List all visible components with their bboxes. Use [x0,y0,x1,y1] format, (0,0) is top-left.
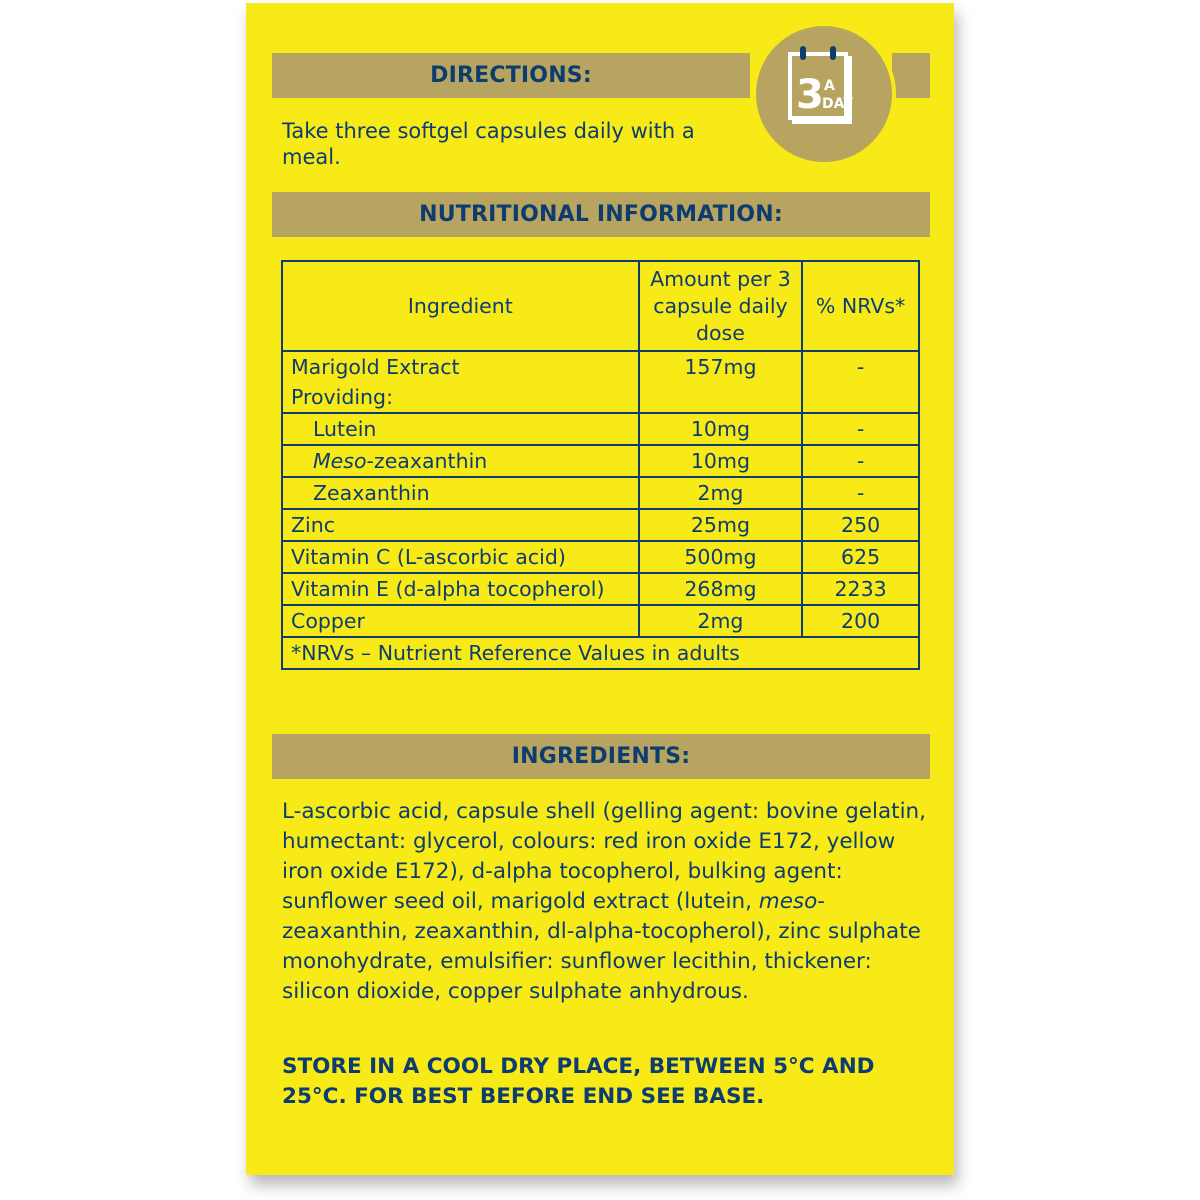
row-amount: 157mg [639,351,803,413]
column-header-amount: Amount per 3 capsule daily dose [639,261,803,351]
directions-heading-band [272,53,750,98]
table-row [282,573,919,605]
row-nrv: - [802,445,919,477]
table-row [282,605,919,637]
row-ingredient: Zinc [282,509,639,541]
table-row [282,351,919,382]
three-a-day-badge [752,22,896,166]
row-ingredient: Providing: [282,382,639,413]
badge-line1: A [824,78,835,94]
directions-heading: DIRECTIONS: [430,63,592,88]
table-footnote-row [282,637,919,669]
ingredients-text-part1: L-ascorbic acid, capsule shell (gelling agent: bovine gelatin, humectant: glycerol, colours: red iron oxide E172, yellow iron oxide E172), d-alpha tocopherol, bulking agent: sunflower seed oil, marigold extract (lutein, [282,799,927,914]
nutrition-heading-band [272,192,930,237]
table-footnote: *NRVs – Nutrient Reference Values in adults [282,637,919,669]
row-ingredient: Vitamin E (d-alpha tocopherol) [282,573,639,605]
ingredients-heading-band [272,734,930,779]
table-row [282,413,919,445]
table-row [282,541,919,573]
row-ingredient-rest: -zeaxanthin [366,449,488,473]
row-amount: 25mg [639,509,803,541]
row-nrv: 250 [802,509,919,541]
ingredients-text-italic: meso [758,889,818,914]
column-header-ingredient: Ingredient [282,261,639,351]
table-row [282,509,919,541]
row-nrv: 625 [802,541,919,573]
calendar-icon [756,26,892,162]
ingredients-text-part2: -zeaxanthin, zeaxanthin, dl-alpha-tocopherol), zinc sulphate monohydrate, emulsifier: sunflower lecithin, thickener: silicon dioxide, copper sulphate anhydrous. [282,889,921,1004]
directions-band-right [892,53,930,98]
row-ingredient: Copper [282,605,639,637]
column-header-nrv: % NRVs* [802,261,919,351]
row-ingredient: Vitamin C (L-ascorbic acid) [282,541,639,573]
nutrition-table [281,260,920,670]
row-amount: 2mg [639,605,803,637]
row-nrv: - [802,477,919,509]
row-nrv: - [802,413,919,445]
ingredients-text [282,797,942,1007]
row-nrv: 2233 [802,573,919,605]
row-nrv: - [802,351,919,413]
row-amount: 10mg [639,413,803,445]
badge-line2: DAY [822,96,854,112]
row-ingredient: Zeaxanthin [282,477,639,509]
table-row [282,445,919,477]
row-amount: 500mg [639,541,803,573]
row-ingredient [282,445,639,477]
storage-text: STORE IN A COOL DRY PLACE, BETWEEN 5°C AND 25°C. FOR BEST BEFORE END SEE BASE. [282,1054,875,1109]
nutrition-heading: NUTRITIONAL INFORMATION: [419,202,783,227]
table-header-row [282,261,919,351]
directions-text: Take three softgel capsules daily with a meal. [282,119,695,169]
row-amount: 10mg [639,445,803,477]
ingredients-heading: INGREDIENTS: [511,744,691,769]
row-amount: 2mg [639,477,803,509]
table-row [282,477,919,509]
badge-number: 3 [796,72,824,118]
row-ingredient-italic: Meso [313,449,367,473]
row-ingredient: Lutein [282,413,639,445]
row-nrv: 200 [802,605,919,637]
row-amount: 268mg [639,573,803,605]
row-ingredient: Marigold Extract [282,351,639,382]
